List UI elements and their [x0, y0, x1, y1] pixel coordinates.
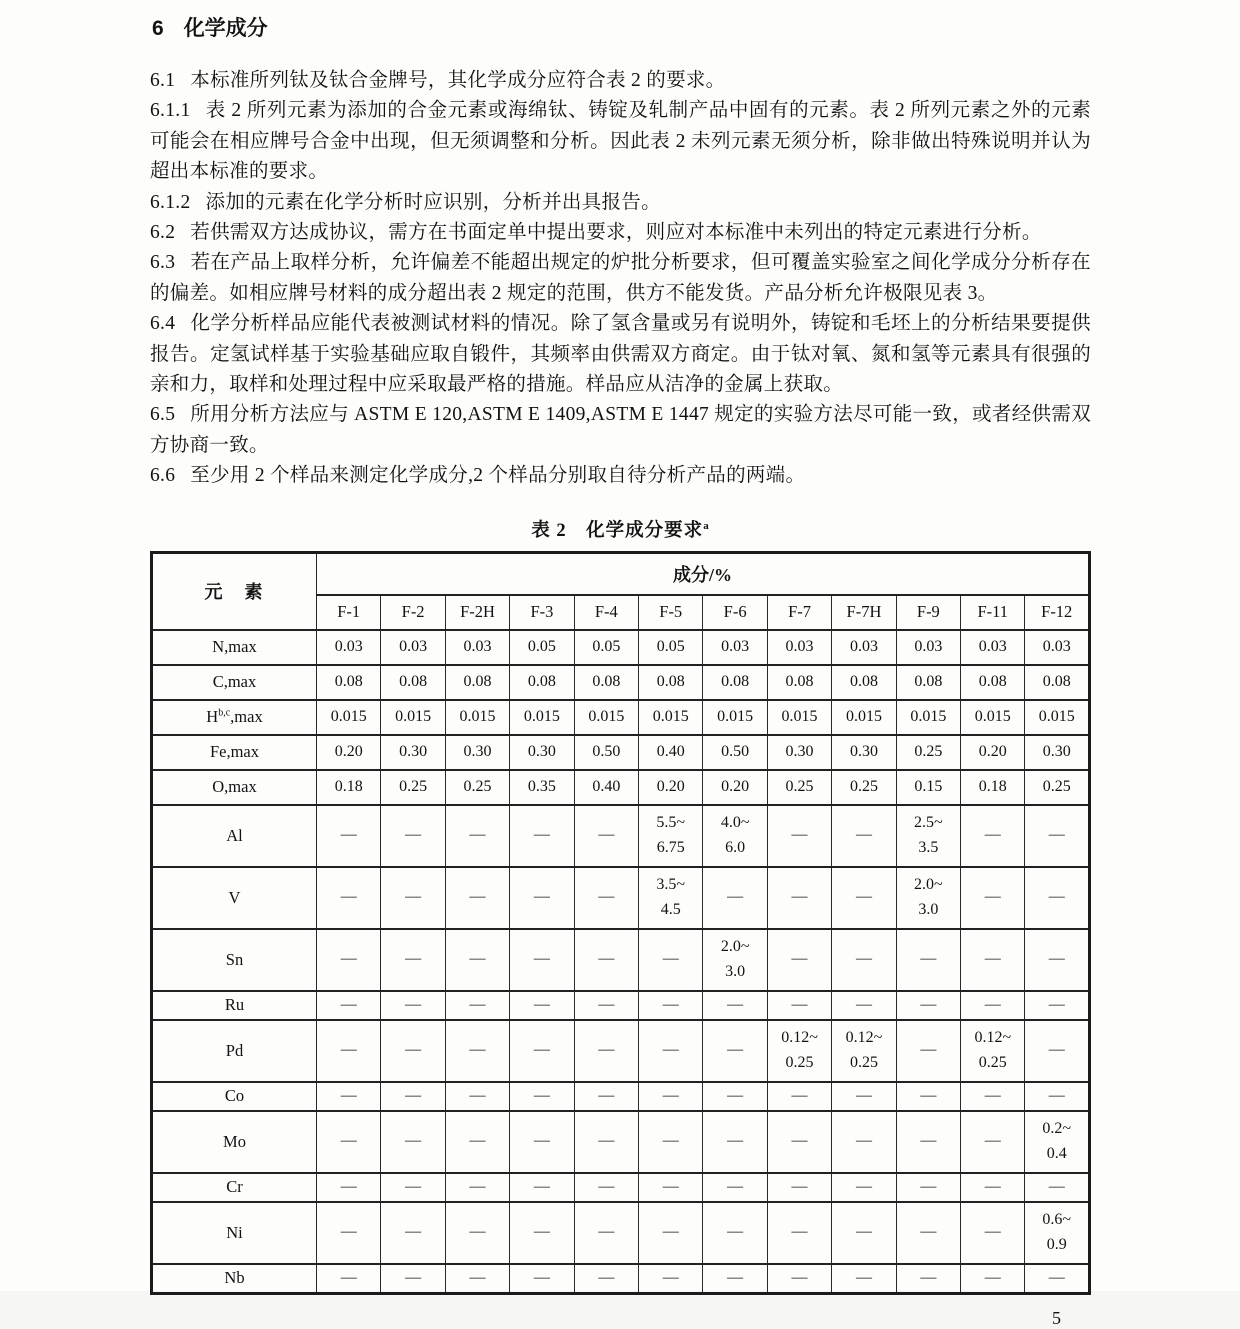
value-cell: 0.08: [639, 665, 703, 700]
value-cell: 0.20: [317, 735, 381, 770]
value-cell: —: [896, 1082, 960, 1111]
value-range-line: 5.5~: [656, 813, 686, 831]
value-cell: 0.015: [639, 700, 703, 735]
value-cell: 0.03: [767, 630, 831, 665]
value-cell: —: [767, 1202, 831, 1264]
value-cell: —: [317, 805, 381, 867]
value-cell: —: [381, 929, 445, 991]
value-cell: 0.03: [317, 630, 381, 665]
value-cell: —: [381, 1173, 445, 1202]
element-label: O,max: [152, 770, 317, 805]
value-cell: 0.30: [445, 735, 509, 770]
value-cell: 0.08: [896, 665, 960, 700]
value-cell: [639, 867, 703, 929]
element-label: Al: [152, 805, 317, 867]
value-cell: —: [703, 991, 767, 1020]
value-cell: —: [832, 1264, 896, 1294]
value-cell: —: [961, 1082, 1025, 1111]
element-label: Co: [152, 1082, 317, 1111]
section-heading-number: 6: [152, 17, 164, 40]
table-row: [152, 1173, 1090, 1202]
value-cell: —: [896, 991, 960, 1020]
value-cell: —: [445, 867, 509, 929]
value-cell: —: [832, 805, 896, 867]
value-cell: —: [574, 1111, 638, 1173]
value-cell: —: [445, 1082, 509, 1111]
value-range-line: 0.25: [978, 1053, 1007, 1071]
value-cell: [1025, 1202, 1090, 1264]
grade-header: F-2: [381, 595, 445, 630]
value-cell: —: [767, 1082, 831, 1111]
table-caption-text: 表 2 化学成分要求: [531, 520, 704, 541]
value-cell: 0.08: [445, 665, 509, 700]
value-cell: —: [445, 991, 509, 1020]
value-cell: —: [317, 1202, 381, 1264]
value-cell: —: [445, 1264, 509, 1294]
value-cell: —: [574, 805, 638, 867]
grade-header: F-9: [896, 595, 960, 630]
value-cell: 0.40: [639, 735, 703, 770]
value-cell: 0.15: [896, 770, 960, 805]
clause-6-1-2: [150, 188, 1091, 218]
value-cell: 0.015: [574, 700, 638, 735]
value-cell: —: [381, 1111, 445, 1173]
value-cell: —: [703, 1264, 767, 1294]
value-cell: —: [639, 1264, 703, 1294]
clause-text: 若供需双方达成协议，需方在书面定单中提出要求，则应对本标准中未列出的特定元素进行分析。: [190, 222, 1042, 244]
grade-header: F-3: [510, 595, 574, 630]
value-range-line: 6.0: [725, 838, 746, 856]
body-paragraphs: [150, 66, 1091, 492]
grade-header: F-4: [574, 595, 638, 630]
clause-number: 6.1.1: [150, 100, 191, 122]
value-cell: 0.05: [639, 630, 703, 665]
value-cell: 0.05: [574, 630, 638, 665]
value-cell: 0.03: [381, 630, 445, 665]
value-range-line: 4.0~: [720, 813, 750, 831]
table-row: [152, 630, 1090, 665]
header-row-top: [152, 552, 1090, 595]
value-cell: —: [381, 805, 445, 867]
value-range-line: 4.5: [660, 900, 681, 918]
value-cell: —: [832, 867, 896, 929]
value-cell: —: [317, 991, 381, 1020]
table-row: [152, 1020, 1090, 1082]
value-cell: 0.20: [703, 770, 767, 805]
value-cell: 0.08: [317, 665, 381, 700]
table-row: [152, 770, 1090, 805]
value-range-line: 3.0: [918, 900, 939, 918]
value-cell: —: [574, 929, 638, 991]
value-cell: 0.40: [574, 770, 638, 805]
table-row: [152, 1082, 1090, 1111]
grade-header: F-11: [961, 595, 1025, 630]
value-cell: 0.20: [639, 770, 703, 805]
value-range-line: 0.25: [785, 1053, 814, 1071]
value-cell: 0.30: [1025, 735, 1090, 770]
value-cell: 0.08: [381, 665, 445, 700]
value-cell: [703, 805, 767, 867]
value-cell: —: [832, 929, 896, 991]
value-cell: —: [767, 867, 831, 929]
element-label: Pd: [152, 1020, 317, 1082]
value-cell: 0.25: [767, 770, 831, 805]
value-cell: —: [639, 1202, 703, 1264]
value-cell: —: [767, 1111, 831, 1173]
value-cell: —: [832, 1111, 896, 1173]
value-range-line: 6.75: [656, 838, 685, 856]
value-cell: —: [1025, 1264, 1090, 1294]
grade-header: F-12: [1025, 595, 1090, 630]
table-row: [152, 1111, 1090, 1173]
value-cell: —: [703, 1111, 767, 1173]
value-cell: [961, 1020, 1025, 1082]
clause-number: 6.1.2: [150, 191, 191, 213]
value-cell: —: [767, 991, 831, 1020]
value-cell: —: [445, 1020, 509, 1082]
value-cell: [832, 1020, 896, 1082]
clause-text: 本标准所列钛及钛合金牌号，其化学成分应符合表 2 的要求。: [190, 70, 726, 91]
value-cell: 0.30: [767, 735, 831, 770]
value-range-line: 0.25: [849, 1053, 878, 1071]
value-cell: 0.03: [1025, 630, 1090, 665]
clause-text: 所用分析方法应与 ASTM E 120,ASTM E 1409,ASTM E 1447 规定的实验方法尽可能一致，或者经供需双方协商一致。: [150, 404, 1091, 456]
value-range-line: 2.5~: [914, 813, 943, 831]
value-cell: [896, 805, 960, 867]
clause-6-3: [150, 248, 1091, 309]
value-cell: 0.015: [317, 700, 381, 735]
value-cell: —: [317, 1020, 381, 1082]
value-cell: —: [574, 1082, 638, 1111]
clause-6-4: [150, 309, 1091, 400]
value-cell: —: [961, 1111, 1025, 1173]
value-cell: [1025, 1111, 1090, 1173]
element-label: Ni: [152, 1202, 317, 1264]
element-label: Ru: [152, 991, 317, 1020]
value-cell: 0.20: [961, 735, 1025, 770]
value-cell: —: [1025, 1082, 1090, 1111]
value-cell: —: [381, 867, 445, 929]
value-cell: 0.05: [510, 630, 574, 665]
value-cell: —: [703, 1082, 767, 1111]
value-cell: 0.25: [381, 770, 445, 805]
clause-text: 化学分析样品应能代表被测试材料的情况。除了氢含量或另有说明外，铸锭和毛坯上的分析结果要提供报告。定氢试样基于实验基础应取自锻件，其频率由供需双方商定。由于钛对氧、氮和氢等元素具有很强的亲和力，取样和处理过程中应采取最严格的措施。样品应从洁净的金属上获取。: [150, 313, 1091, 396]
composition-percent-header: 成分/%: [317, 552, 1090, 595]
value-cell: 0.03: [896, 630, 960, 665]
value-cell: —: [317, 1173, 381, 1202]
value-cell: —: [510, 1111, 574, 1173]
value-cell: —: [381, 991, 445, 1020]
value-cell: —: [381, 1020, 445, 1082]
value-cell: —: [961, 929, 1025, 991]
value-range-line: 3.5: [918, 838, 939, 856]
value-cell: —: [639, 1111, 703, 1173]
value-cell: [703, 929, 767, 991]
section-heading: [152, 12, 1091, 42]
value-cell: 0.08: [832, 665, 896, 700]
element-label: Nb: [152, 1264, 317, 1294]
clause-number: 6.1: [150, 70, 176, 91]
value-cell: [639, 805, 703, 867]
value-cell: —: [317, 1264, 381, 1294]
table-row: [152, 665, 1090, 700]
element-column-header: 元 素: [152, 552, 317, 630]
value-cell: —: [896, 1173, 960, 1202]
value-cell: [767, 1020, 831, 1082]
value-cell: —: [639, 1020, 703, 1082]
value-cell: —: [703, 1202, 767, 1264]
value-cell: —: [510, 1020, 574, 1082]
clause-number: 6.2: [150, 222, 176, 244]
value-cell: 0.30: [832, 735, 896, 770]
value-cell: —: [317, 1082, 381, 1111]
value-cell: —: [510, 867, 574, 929]
clause-6-1-1: [150, 96, 1091, 187]
value-cell: —: [832, 1173, 896, 1202]
clause-6-5: [150, 400, 1091, 461]
value-cell: 0.015: [703, 700, 767, 735]
element-label: Mo: [152, 1111, 317, 1173]
value-cell: —: [767, 805, 831, 867]
element-label: N,max: [152, 630, 317, 665]
value-cell: —: [832, 1202, 896, 1264]
page-number: 5: [1052, 1307, 1061, 1328]
value-cell: —: [703, 867, 767, 929]
value-cell: 0.25: [445, 770, 509, 805]
clause-number: 6.6: [150, 465, 176, 487]
value-cell: —: [574, 991, 638, 1020]
value-cell: —: [639, 929, 703, 991]
clause-number: 6.4: [150, 313, 176, 335]
value-cell: —: [574, 1173, 638, 1202]
clause-number: 6.5: [150, 404, 176, 426]
footnote-mark: b,c: [218, 707, 231, 719]
grade-header: F-7H: [832, 595, 896, 630]
value-cell: —: [445, 1173, 509, 1202]
value-cell: —: [896, 1264, 960, 1294]
element-label: Fe,max: [152, 735, 317, 770]
value-cell: —: [1025, 991, 1090, 1020]
table-row: [152, 805, 1090, 867]
value-cell: —: [381, 1082, 445, 1111]
value-cell: —: [510, 805, 574, 867]
value-cell: 0.18: [317, 770, 381, 805]
value-cell: —: [961, 867, 1025, 929]
table-row: [152, 991, 1090, 1020]
value-cell: 0.50: [574, 735, 638, 770]
value-cell: [896, 867, 960, 929]
value-range-line: 0.12~: [781, 1028, 818, 1046]
grade-header: F-7: [767, 595, 831, 630]
value-range-line: 0.4: [1046, 1144, 1067, 1162]
grade-header: F-5: [639, 595, 703, 630]
value-cell: —: [574, 1264, 638, 1294]
chemical-composition-table: [150, 551, 1091, 1295]
value-cell: —: [574, 1202, 638, 1264]
value-cell: —: [1025, 1173, 1090, 1202]
value-cell: —: [510, 1202, 574, 1264]
clause-text: 若在产品上取样分析，允许偏差不能超出规定的炉批分析要求，但可覆盖实验室之间化学成分分析存在的偏差。如相应牌号材料的成分超出表 2 规定的范围，供方不能发货。产品分析允许极限见表 3。: [150, 252, 1091, 304]
value-cell: —: [381, 1202, 445, 1264]
value-cell: —: [381, 1264, 445, 1294]
value-cell: 0.08: [767, 665, 831, 700]
value-cell: —: [767, 929, 831, 991]
value-cell: —: [896, 1202, 960, 1264]
clause-text: 添加的元素在化学分析时应识别，分析并出具报告。: [205, 191, 661, 213]
clause-number: 6.3: [150, 252, 176, 274]
element-label: V: [152, 867, 317, 929]
table-row: [152, 700, 1090, 735]
value-cell: —: [767, 1173, 831, 1202]
value-cell: 0.03: [832, 630, 896, 665]
value-cell: —: [703, 1173, 767, 1202]
value-cell: 0.08: [703, 665, 767, 700]
table-row: [152, 735, 1090, 770]
value-cell: —: [445, 929, 509, 991]
value-cell: —: [961, 805, 1025, 867]
value-cell: —: [832, 991, 896, 1020]
value-range-line: 0.12~: [974, 1028, 1012, 1046]
value-cell: 0.015: [896, 700, 960, 735]
table-row: [152, 1202, 1090, 1264]
value-cell: 0.03: [445, 630, 509, 665]
value-cell: —: [510, 1173, 574, 1202]
grade-header: F-1: [317, 595, 381, 630]
value-cell: —: [510, 929, 574, 991]
value-cell: —: [703, 1020, 767, 1082]
value-cell: —: [832, 1082, 896, 1111]
value-cell: —: [317, 929, 381, 991]
clause-text: 至少用 2 个样品来测定化学成分,2 个样品分别取自待分析产品的两端。: [190, 465, 806, 487]
element-label: C,max: [152, 665, 317, 700]
value-cell: —: [961, 1202, 1025, 1264]
value-cell: 0.015: [1025, 700, 1090, 735]
value-range-line: 3.5~: [656, 875, 686, 893]
value-cell: —: [574, 1020, 638, 1082]
value-cell: —: [510, 1264, 574, 1294]
value-cell: —: [896, 929, 960, 991]
table-caption-footnote-mark: a: [703, 519, 710, 532]
value-cell: 0.015: [510, 700, 574, 735]
value-cell: —: [510, 1082, 574, 1111]
value-cell: —: [1025, 1020, 1090, 1082]
value-cell: —: [1025, 867, 1090, 929]
value-cell: —: [1025, 805, 1090, 867]
value-cell: —: [1025, 929, 1090, 991]
element-label: Cr: [152, 1173, 317, 1202]
value-range-line: 0.9: [1046, 1235, 1067, 1253]
value-range-line: 0.2~: [1042, 1119, 1072, 1137]
value-cell: —: [961, 1264, 1025, 1294]
value-cell: 0.08: [961, 665, 1025, 700]
value-cell: 0.015: [961, 700, 1025, 735]
table-body: [152, 630, 1090, 1294]
value-range-line: 0.6~: [1042, 1210, 1072, 1228]
value-cell: 0.30: [381, 735, 445, 770]
value-range-line: 0.12~: [845, 1028, 883, 1046]
value-range-line: 2.0~: [720, 937, 750, 955]
value-cell: 0.015: [767, 700, 831, 735]
clause-6-2: [150, 218, 1091, 248]
value-cell: —: [317, 867, 381, 929]
value-cell: 0.08: [510, 665, 574, 700]
value-range-line: 3.0: [725, 962, 746, 980]
table-row: [152, 1264, 1090, 1294]
value-cell: 0.015: [381, 700, 445, 735]
section-heading-title: 化学成分: [183, 17, 268, 40]
clause-text: 表 2 所列元素为添加的合金元素或海绵钛、铸锭及轧制产品中固有的元素。表 2 所列元素之外的元素可能会在相应牌号合金中出现，但无须调整和分析。因此表 2 未列元素无须分析，除非做出特殊说明并认为超出本标准的要求。: [150, 100, 1091, 183]
value-cell: —: [639, 991, 703, 1020]
page-content: [150, 6, 1091, 1329]
value-cell: 0.25: [1025, 770, 1090, 805]
table-row: [152, 867, 1090, 929]
value-cell: 0.03: [703, 630, 767, 665]
value-cell: 0.18: [961, 770, 1025, 805]
value-cell: —: [961, 991, 1025, 1020]
value-cell: 0.50: [703, 735, 767, 770]
value-cell: 0.015: [445, 700, 509, 735]
value-cell: 0.35: [510, 770, 574, 805]
element-label: H$^{b,c}$,max: [152, 700, 317, 735]
value-range-line: 2.0~: [914, 875, 943, 893]
grade-header: F-2H: [445, 595, 509, 630]
value-cell: —: [445, 805, 509, 867]
value-cell: 0.015: [832, 700, 896, 735]
value-cell: 0.08: [1025, 665, 1090, 700]
value-cell: —: [445, 1202, 509, 1264]
value-cell: —: [639, 1082, 703, 1111]
element-label: Sn: [152, 929, 317, 991]
value-cell: —: [639, 1173, 703, 1202]
clause-6-1: [150, 66, 1091, 96]
value-cell: 0.03: [961, 630, 1025, 665]
value-cell: —: [510, 991, 574, 1020]
table-row: [152, 929, 1090, 991]
value-cell: 0.08: [574, 665, 638, 700]
value-cell: —: [896, 1111, 960, 1173]
value-cell: 0.25: [832, 770, 896, 805]
value-cell: 0.25: [896, 735, 960, 770]
value-cell: —: [767, 1264, 831, 1294]
grade-header: F-6: [703, 595, 767, 630]
value-cell: 0.30: [510, 735, 574, 770]
value-cell: —: [961, 1173, 1025, 1202]
value-cell: —: [317, 1111, 381, 1173]
value-cell: —: [445, 1111, 509, 1173]
table-caption: [150, 516, 1091, 542]
value-cell: —: [896, 1020, 960, 1082]
clause-6-6: [150, 461, 1091, 491]
value-cell: —: [574, 867, 638, 929]
